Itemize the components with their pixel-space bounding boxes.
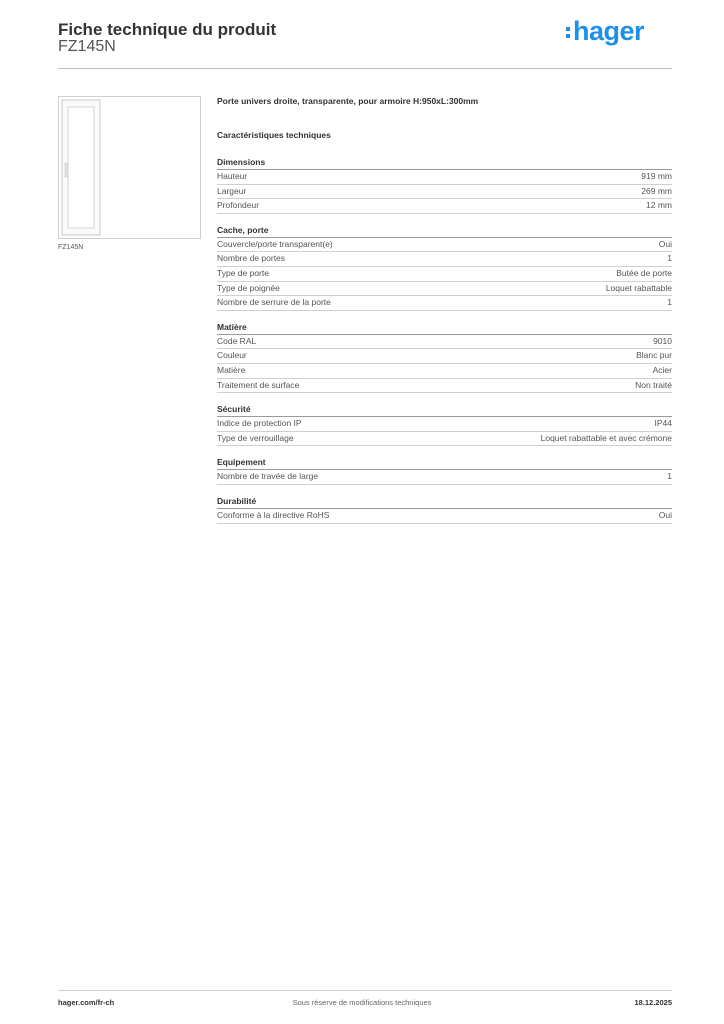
product-reference: FZ145N: [58, 38, 116, 55]
spec-row: [217, 252, 672, 267]
spec-label: Nombre de serrure de la porte: [217, 297, 331, 308]
spec-value: Butée de porte: [616, 267, 672, 278]
spec-value: 1: [667, 253, 672, 264]
spec-value: Oui: [658, 238, 672, 249]
spec-value: Blanc pur: [636, 350, 672, 361]
hager-logo: [566, 16, 644, 46]
door-illustration-icon: [59, 97, 200, 238]
spec-label: Profondeur: [217, 200, 260, 211]
spec-row: [217, 379, 672, 394]
spec-value: IP44: [654, 418, 672, 429]
footer-disclaimer: Sous réserve de modifications techniques: [292, 998, 432, 1007]
section-title: Sécurité: [217, 403, 672, 417]
logo-wordmark: hager: [573, 15, 645, 46]
spec-label: Type de poignée: [217, 282, 280, 293]
spec-label: Code RAL: [217, 335, 257, 346]
spec-label: Conforme à la directive RoHS: [217, 509, 330, 520]
spec-row: [217, 199, 672, 214]
spec-label: Nombre de portes: [217, 253, 286, 264]
spec-section: [217, 456, 672, 485]
spec-section: [217, 156, 672, 214]
spec-value: Loquet rabattable et avec crémone: [540, 432, 672, 443]
spec-label: Type de verrouillage: [217, 432, 294, 443]
spec-value: 1: [667, 297, 672, 308]
spec-value: Acier: [652, 364, 672, 375]
spec-value: Loquet rabattable: [605, 282, 672, 293]
spec-section: [217, 495, 672, 524]
spec-label: Couvercle/porte transparent(e): [217, 238, 333, 249]
spec-row: [217, 364, 672, 379]
spec-row: [217, 238, 672, 253]
product-description: Porte univers droite, transparente, pour armoire H:950xL:300mm: [217, 96, 479, 106]
spec-label: Type de porte: [217, 267, 269, 278]
spec-value: Oui: [658, 509, 672, 520]
spec-value: 12 mm: [646, 200, 672, 211]
spec-label: Largeur: [217, 185, 247, 196]
spec-row: [217, 470, 672, 485]
spec-row: [217, 185, 672, 200]
section-title: Equipement: [217, 456, 672, 470]
spec-row: [217, 170, 672, 185]
page-title: Fiche technique du produit: [58, 20, 277, 39]
spec-row: [217, 267, 672, 282]
footer-date: 18.12.2025: [634, 998, 672, 1007]
spec-row: [217, 432, 672, 447]
spec-label: Traitement de surface: [217, 379, 300, 390]
spec-row: [217, 296, 672, 311]
header-divider: [58, 68, 672, 69]
spec-section: [217, 321, 672, 393]
spec-row: [217, 349, 672, 364]
section-title: Cache, porte: [217, 224, 672, 238]
spec-row: [217, 417, 672, 432]
spec-label: Hauteur: [217, 171, 248, 181]
characteristics-heading: Caractéristiques techniques: [217, 130, 331, 140]
logo-dots-icon: [566, 27, 570, 38]
footer-divider: [58, 990, 672, 991]
section-title: Durabilité: [217, 495, 672, 509]
spec-value: 1: [667, 471, 672, 482]
spec-section: [217, 403, 672, 446]
spec-label: Matière: [217, 364, 246, 375]
spec-section: [217, 224, 672, 311]
spec-value: 919 mm: [641, 171, 672, 181]
product-image: [58, 96, 201, 239]
spec-row: [217, 335, 672, 350]
spec-sections: [217, 156, 672, 524]
specifications: [217, 96, 672, 534]
spec-label: Indice de protection IP: [217, 418, 302, 429]
spec-label: Nombre de travée de large: [217, 471, 319, 482]
spec-value: Non traité: [635, 379, 672, 390]
footer-website: hager.com/fr-ch: [58, 998, 115, 1007]
section-title: Matière: [217, 321, 672, 335]
spec-value: 9010: [653, 335, 672, 346]
spec-label: Couleur: [217, 350, 247, 361]
spec-row: [217, 509, 672, 524]
spec-row: [217, 282, 672, 297]
section-title: Dimensions: [217, 156, 672, 170]
image-caption: FZ145N: [58, 244, 84, 251]
spec-value: 269 mm: [641, 185, 672, 196]
